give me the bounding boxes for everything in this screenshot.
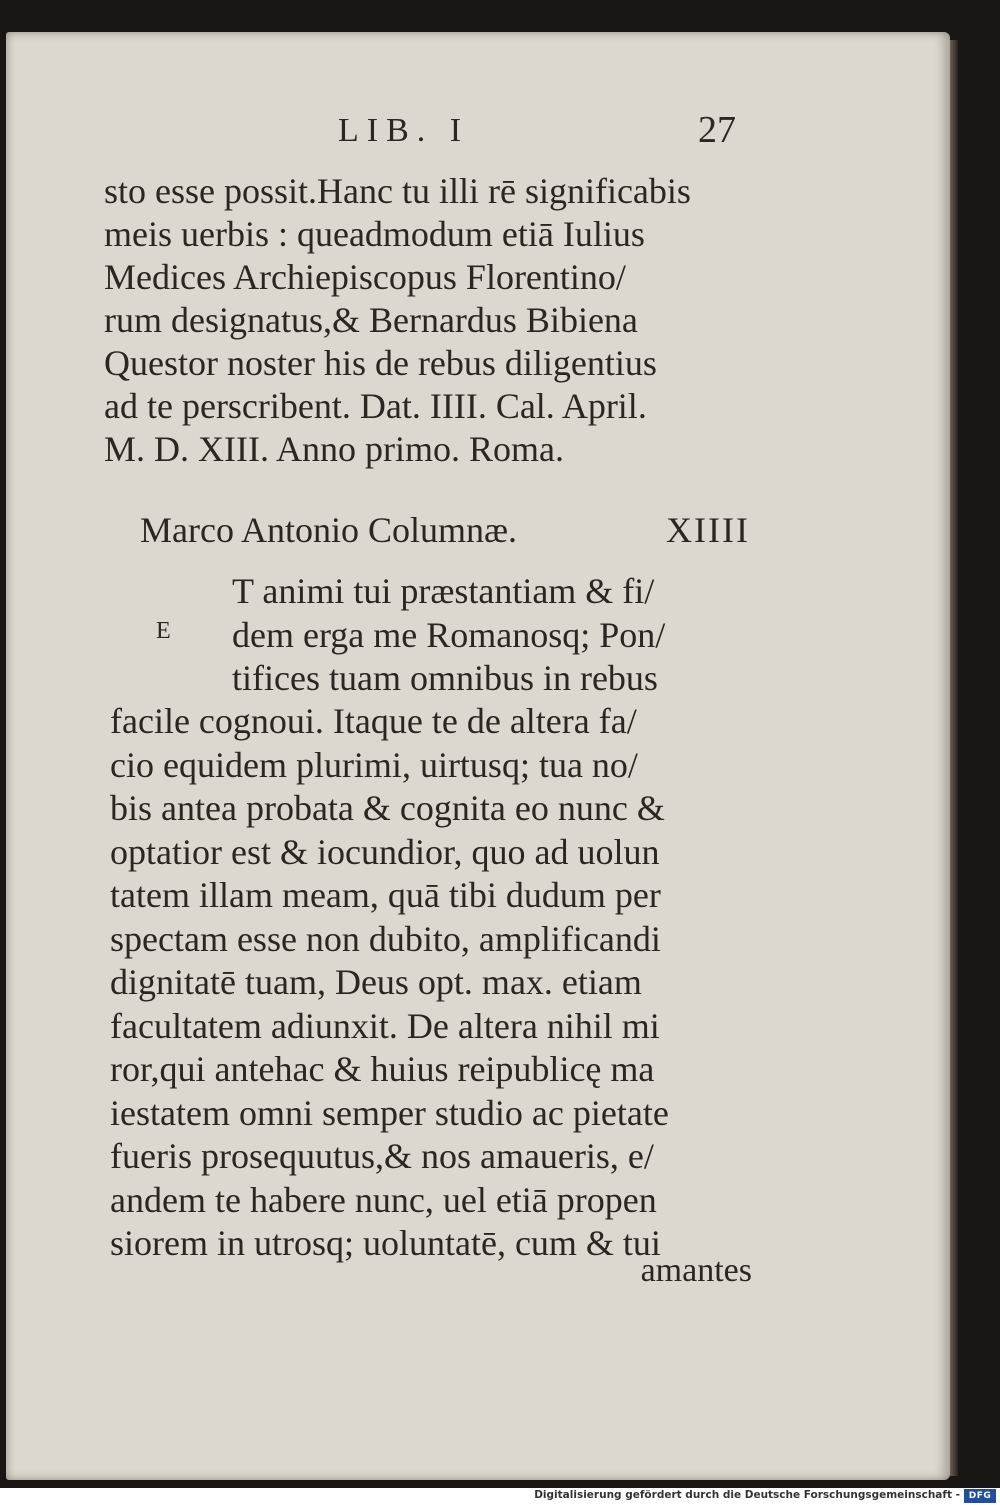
text-line: facile cognoui. Itaque te de altera fa/ <box>110 701 637 741</box>
letter-body <box>110 700 760 1266</box>
text-line: siorem in utrosq; uoluntatē, cum & tui <box>110 1223 661 1263</box>
text-line: Questor noster his de rebus diligentius <box>104 343 657 383</box>
text-line: ad te perscribent. Dat. IIII. Cal. April. <box>104 386 647 426</box>
letter-heading <box>140 505 750 555</box>
text-line: rum designatus,& Bernardus Bibiena <box>104 300 638 340</box>
catchword: amantes <box>640 1252 752 1289</box>
text-line: M. D. XIII. Anno primo. Roma. <box>104 429 564 469</box>
digitization-footer <box>0 1488 1000 1505</box>
text-line: dignitatē tuam, Deus opt. max. etiam <box>110 962 642 1002</box>
letter-number: XIIII <box>666 510 750 550</box>
page-edge <box>950 40 958 1476</box>
page-number: 27 <box>698 109 736 151</box>
text-line: cio equidem plurimi, uirtusq; tua no/ <box>110 744 638 785</box>
initial-letter: E <box>156 618 171 644</box>
text-line: facultatem adiunxit. De altera nihil mi <box>110 1005 660 1046</box>
text-line: optatior est & iocundior, quo ad uolun <box>110 831 660 872</box>
text-line: meis uerbis : queadmodum etiā Iulius <box>104 214 645 254</box>
text-line: T animi tui præstantiam & fi/ <box>232 571 655 611</box>
text-line: sto esse possit.Hanc tu illi rē significabis <box>104 171 691 211</box>
text-line: ror,qui antehac & huius reipublicę ma <box>110 1049 655 1089</box>
text-line: dem erga me Romanosq; Pon/ <box>232 614 666 655</box>
dfg-logo-icon[interactable]: DFG <box>964 1489 996 1503</box>
text-line: tatem illam meam, quā tibi dudum per <box>110 875 661 915</box>
text-line: spectam esse non dubito, amplificandi <box>110 918 661 959</box>
letter-addressee: Marco Antonio Columnæ. <box>140 510 517 550</box>
text-line: bis antea probata & cognita eo nunc & <box>110 788 665 828</box>
indented-opening <box>232 570 762 701</box>
text-line: tifices tuam omnibus in rebus <box>232 658 658 698</box>
running-head <box>330 109 750 156</box>
previous-letter-end <box>104 170 764 471</box>
text-line: fueris prosequutus,& nos amaueris, e/ <box>110 1136 654 1176</box>
running-head-title: LIB. I <box>338 112 470 149</box>
text-line: iestatem omni semper studio ac pietate <box>110 1092 669 1133</box>
text-line: andem te habere nunc, uel etiā propen <box>110 1179 657 1220</box>
text-line: Medices Archiepiscopus Florentino/ <box>104 257 626 297</box>
footer-credit: Digitalisierung gefördert durch die Deutsche Forschungsgemeinschaft - <box>534 1489 960 1501</box>
